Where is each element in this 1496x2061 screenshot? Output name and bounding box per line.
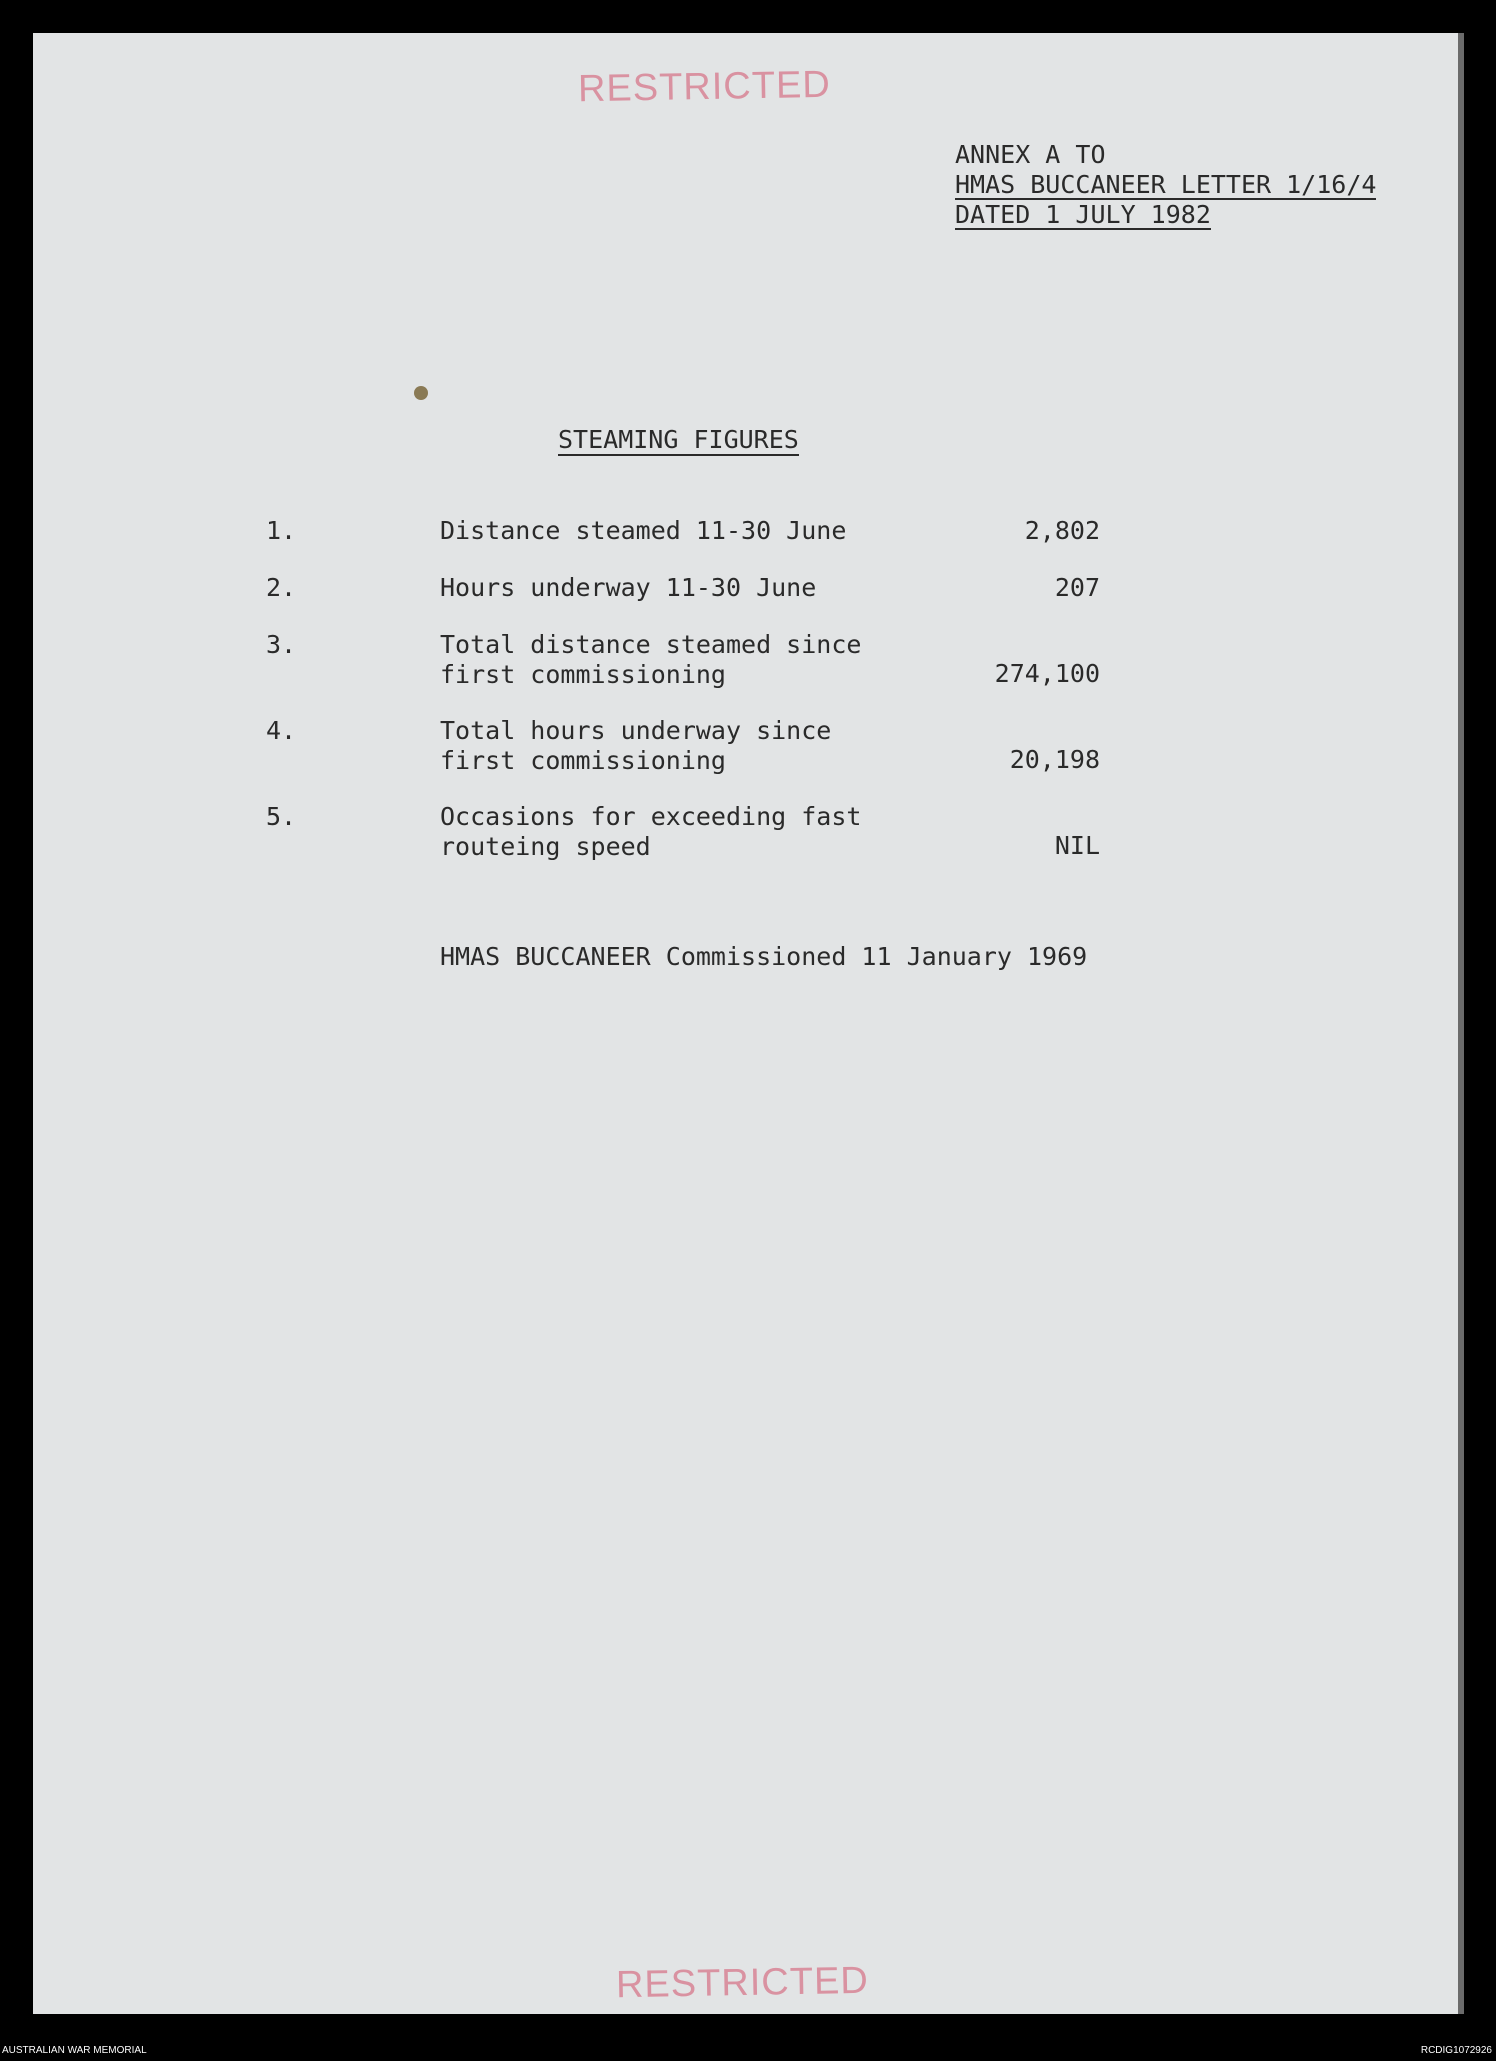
annex-reference bbox=[955, 140, 1376, 230]
item-value: 20,198 bbox=[1009, 745, 1100, 774]
item-value: NIL bbox=[1054, 831, 1100, 860]
document-title: STEAMING FIGURES bbox=[558, 425, 799, 454]
item-value: 2,802 bbox=[1024, 516, 1100, 545]
annex-line-1: ANNEX A TO bbox=[955, 140, 1106, 169]
item-description: Total hours underway since first commissioning bbox=[440, 716, 832, 775]
item-description: Occasions for exceeding fast routeing speed bbox=[440, 802, 862, 861]
document-page bbox=[33, 33, 1462, 2014]
archive-caption: AUSTRALIAN WAR MEMORIAL bbox=[2, 2045, 147, 2056]
page-edge bbox=[1458, 33, 1464, 2014]
item-description: Hours underway 11-30 June bbox=[440, 573, 817, 602]
commissioned-note: HMAS BUCCANEER Commissioned 11 January 1969 bbox=[440, 942, 1088, 971]
item-number: 1. bbox=[266, 516, 297, 545]
item-number: 4. bbox=[266, 716, 297, 745]
item-description: Distance steamed 11-30 June bbox=[440, 516, 847, 545]
archive-id: RCDIG1072926 bbox=[1420, 2045, 1492, 2056]
item-number: 2. bbox=[266, 573, 297, 602]
item-description: Total distance steamed since first commissioning bbox=[440, 630, 862, 689]
item-value: 207 bbox=[1054, 573, 1100, 602]
annex-line-2: HMAS BUCCANEER LETTER 1/16/4 bbox=[955, 170, 1377, 199]
item-value: 274,100 bbox=[994, 659, 1100, 688]
item-number: 3. bbox=[266, 630, 297, 659]
item-number: 5. bbox=[266, 802, 297, 831]
restricted-stamp-bottom: RESTRICTED bbox=[615, 1959, 870, 2007]
restricted-stamp-top: RESTRICTED bbox=[577, 63, 832, 111]
paper-speck bbox=[414, 386, 428, 400]
annex-line-3: DATED 1 JULY 1982 bbox=[955, 200, 1211, 229]
